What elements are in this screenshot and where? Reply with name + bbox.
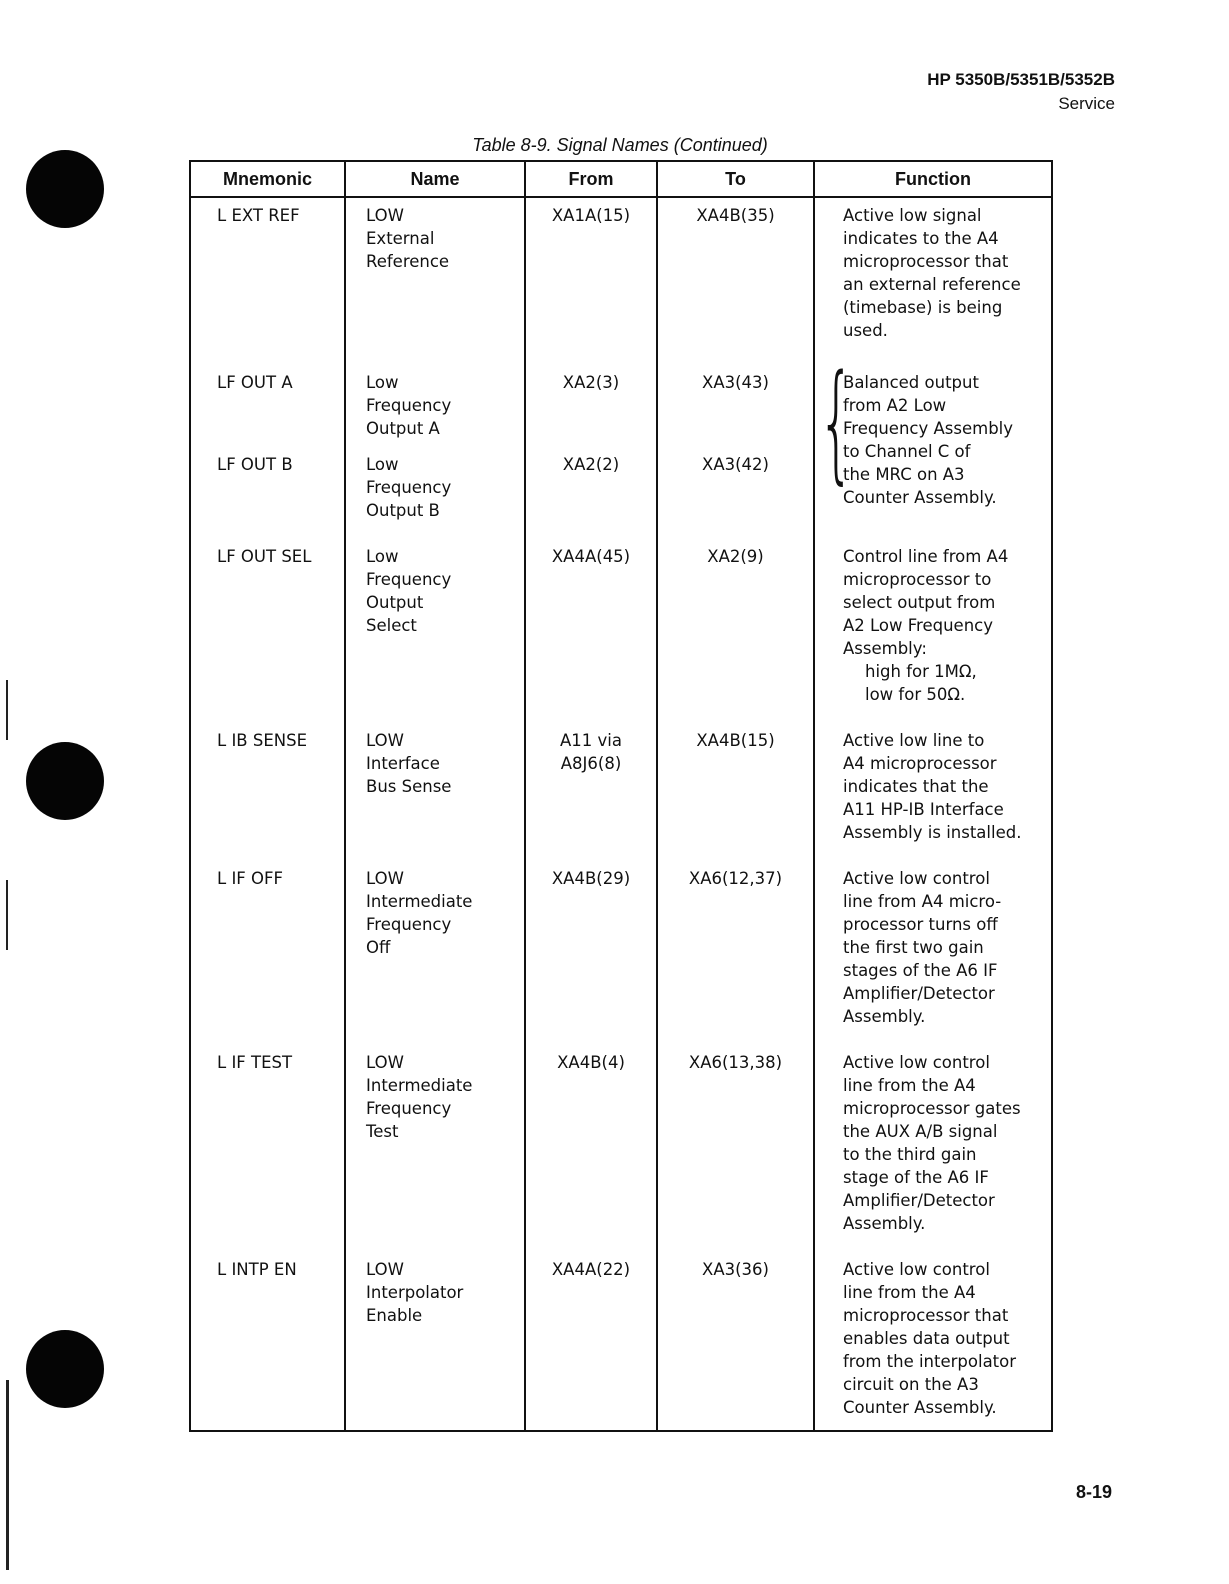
mnemonic-cell	[190, 361, 345, 453]
name-line: Low	[366, 373, 399, 392]
signal-names-table	[189, 160, 1053, 1432]
table-row	[190, 867, 1052, 1051]
function-cell	[814, 197, 1052, 361]
function-line: to Channel C of	[843, 442, 971, 461]
function-line: stages of the A6 IF	[843, 961, 998, 980]
function-line: Balanced output	[843, 373, 979, 392]
name-line: Low	[366, 455, 399, 474]
name-cell	[345, 453, 525, 545]
column-header-mnemonic: Mnemonic	[190, 161, 345, 197]
function-line: Active low control	[843, 1260, 990, 1279]
function-cell	[814, 1051, 1052, 1258]
function-line: microprocessor gates	[843, 1099, 1021, 1118]
function-line: microprocessor that	[843, 252, 1009, 271]
function-line: microprocessor to	[843, 570, 992, 589]
name-line: Output	[366, 593, 424, 612]
function-line: stage of the A6 IF	[843, 1168, 989, 1187]
to-text: XA3(43)	[702, 373, 769, 392]
name-line: LOW	[366, 869, 404, 888]
to-cell	[657, 453, 814, 545]
function-line: microprocessor that	[843, 1306, 1009, 1325]
function-cell	[814, 1258, 1052, 1431]
name-cell	[345, 729, 525, 867]
name-line: Bus Sense	[366, 777, 452, 796]
from-cell	[525, 1051, 657, 1258]
punch-hole-top	[26, 150, 104, 228]
column-header-to: To	[657, 161, 814, 197]
mnemonic-text: L EXT REF	[217, 206, 300, 225]
function-line: A2 Low Frequency	[843, 616, 994, 635]
from-cell	[525, 729, 657, 867]
to-cell	[657, 729, 814, 867]
name-line: Output B	[366, 501, 440, 520]
mnemonic-text: L IB SENSE	[217, 731, 308, 750]
name-line: Intermediate	[366, 1076, 473, 1095]
name-line: Low	[366, 547, 399, 566]
name-cell	[345, 1051, 525, 1258]
mnemonic-cell	[190, 545, 345, 729]
name-cell	[345, 867, 525, 1051]
punch-hole-middle	[26, 742, 104, 820]
mnemonic-cell	[190, 729, 345, 867]
name-line: LOW	[366, 1053, 404, 1072]
to-text: XA2(9)	[707, 547, 764, 566]
function-line-indented: high for 1MΩ,	[865, 662, 977, 681]
mnemonic-text: L IF OFF	[217, 869, 284, 888]
function-line: Active low control	[843, 1053, 990, 1072]
page-number: 8-19	[1075, 1482, 1112, 1502]
function-line: from A2 Low	[843, 396, 947, 415]
name-line: Enable	[366, 1306, 423, 1325]
from-line: XA2(3)	[562, 373, 620, 392]
function-line: Active low signal	[843, 206, 982, 225]
name-line: Frequency	[366, 915, 452, 934]
table-caption: Table 8-9. Signal Names (Continued)	[472, 135, 768, 155]
function-line: A11 HP-IB Interface	[843, 800, 1004, 819]
column-header-function: Function	[814, 161, 1052, 197]
name-line: Intermediate	[366, 892, 473, 911]
function-line: Assembly:	[843, 639, 927, 658]
function-line: the AUX A/B signal	[843, 1122, 998, 1141]
table-row	[190, 729, 1052, 867]
function-cell	[814, 729, 1052, 867]
from-line: XA2(2)	[562, 455, 620, 474]
mnemonic-cell	[190, 867, 345, 1051]
function-line: Counter Assembly.	[843, 1398, 997, 1417]
function-line: processor turns off	[843, 915, 998, 934]
to-cell	[657, 197, 814, 361]
function-cell	[814, 545, 1052, 729]
name-line: LOW	[366, 206, 404, 225]
function-line: from the interpolator	[843, 1352, 1017, 1371]
scan-edge-mark	[6, 880, 8, 950]
function-line: Assembly.	[843, 1214, 926, 1233]
to-text: XA6(13,38)	[688, 1053, 783, 1072]
column-header-name: Name	[345, 161, 525, 197]
from-line: XA4A(22)	[551, 1260, 631, 1279]
document-title: HP 5350B/5351B/5352B	[927, 70, 1115, 89]
name-line: Test	[366, 1122, 399, 1141]
table-row	[190, 1051, 1052, 1258]
function-line: Active low control	[843, 869, 990, 888]
table-row	[190, 361, 1052, 453]
function-line: A4 microprocessor	[843, 754, 997, 773]
from-line: XA4B(29)	[551, 869, 631, 888]
from-cell	[525, 197, 657, 361]
name-line: Frequency	[366, 1099, 452, 1118]
name-line: Reference	[366, 252, 450, 271]
from-line: XA4A(45)	[551, 547, 631, 566]
name-line: External	[366, 229, 435, 248]
function-line: Assembly.	[843, 1007, 926, 1026]
from-cell	[525, 545, 657, 729]
mnemonic-cell	[190, 453, 345, 545]
from-line: XA1A(15)	[551, 206, 631, 225]
from-cell	[525, 453, 657, 545]
function-line: Assembly is installed.	[843, 823, 1022, 842]
name-line: Output A	[366, 419, 440, 438]
from-line: A8J6(8)	[560, 754, 622, 773]
column-header-from: From	[525, 161, 657, 197]
function-line: indicates to the A4	[843, 229, 999, 248]
to-text: XA4B(15)	[696, 731, 775, 750]
to-text: XA3(42)	[702, 455, 769, 474]
name-line: Off	[366, 938, 391, 957]
function-line: an external reference	[843, 275, 1021, 294]
function-line: the first two gain	[843, 938, 984, 957]
scan-edge-mark	[6, 1380, 9, 1570]
from-cell	[525, 361, 657, 453]
name-line: LOW	[366, 1260, 404, 1279]
function-line: (timebase) is being	[843, 298, 1003, 317]
function-cell	[814, 867, 1052, 1051]
name-line: Frequency	[366, 396, 452, 415]
section-label: Service	[1058, 94, 1115, 113]
function-line: line from the A4	[843, 1076, 976, 1095]
function-line: used.	[843, 321, 888, 340]
mnemonic-text: L IF TEST	[217, 1053, 293, 1072]
mnemonic-text: LF OUT SEL	[217, 547, 312, 566]
from-line: A11 via	[560, 731, 622, 750]
mnemonic-text: LF OUT B	[217, 455, 293, 474]
mnemonic-cell	[190, 1051, 345, 1258]
name-cell	[345, 361, 525, 453]
name-line: Select	[366, 616, 417, 635]
from-cell	[525, 867, 657, 1051]
function-line: line from the A4	[843, 1283, 976, 1302]
function-line: Control line from A4	[843, 547, 1009, 566]
function-line: enables data output	[843, 1329, 1010, 1348]
name-line: Interface	[366, 754, 440, 773]
name-line: Interpolator	[366, 1283, 464, 1302]
to-cell	[657, 545, 814, 729]
to-text: XA6(12,37)	[688, 869, 783, 888]
name-cell	[345, 545, 525, 729]
table-row	[190, 1258, 1052, 1431]
function-line: Counter Assembly.	[843, 488, 997, 507]
name-cell	[345, 1258, 525, 1431]
name-line: LOW	[366, 731, 404, 750]
function-line: Amplifier/Detector	[843, 984, 995, 1003]
function-line: the MRC on A3	[843, 465, 965, 484]
function-line: indicates that the	[843, 777, 989, 796]
table-header-row	[190, 161, 1052, 197]
mnemonic-cell	[190, 1258, 345, 1431]
mnemonic-text: L INTP EN	[217, 1260, 297, 1279]
function-cell	[814, 348, 1052, 545]
page-header	[927, 68, 1115, 116]
to-cell	[657, 361, 814, 453]
to-cell	[657, 1258, 814, 1431]
name-line: Frequency	[366, 570, 452, 589]
function-line: to the third gain	[843, 1145, 977, 1164]
table-row	[190, 545, 1052, 729]
mnemonic-text: LF OUT A	[217, 373, 293, 392]
function-line: Amplifier/Detector	[843, 1191, 995, 1210]
to-cell	[657, 867, 814, 1051]
to-text: XA3(36)	[702, 1260, 769, 1279]
scan-edge-mark	[6, 680, 8, 740]
function-line: Frequency Assembly	[843, 419, 1014, 438]
mnemonic-cell	[190, 197, 345, 361]
to-cell	[657, 1051, 814, 1258]
name-cell	[345, 197, 525, 361]
from-line: XA4B(4)	[557, 1053, 625, 1072]
name-line: Frequency	[366, 478, 452, 497]
function-line: circuit on the A3	[843, 1375, 979, 1394]
punch-hole-bottom	[26, 1330, 104, 1408]
right-brace-icon: {	[818, 348, 855, 497]
to-text: XA4B(35)	[696, 206, 775, 225]
function-line: select output from	[843, 593, 996, 612]
function-line: Active low line to	[843, 731, 985, 750]
function-line-indented: low for 50Ω.	[865, 685, 966, 704]
table-row	[190, 197, 1052, 361]
function-line: line from A4 micro-	[843, 892, 1002, 911]
from-cell	[525, 1258, 657, 1431]
